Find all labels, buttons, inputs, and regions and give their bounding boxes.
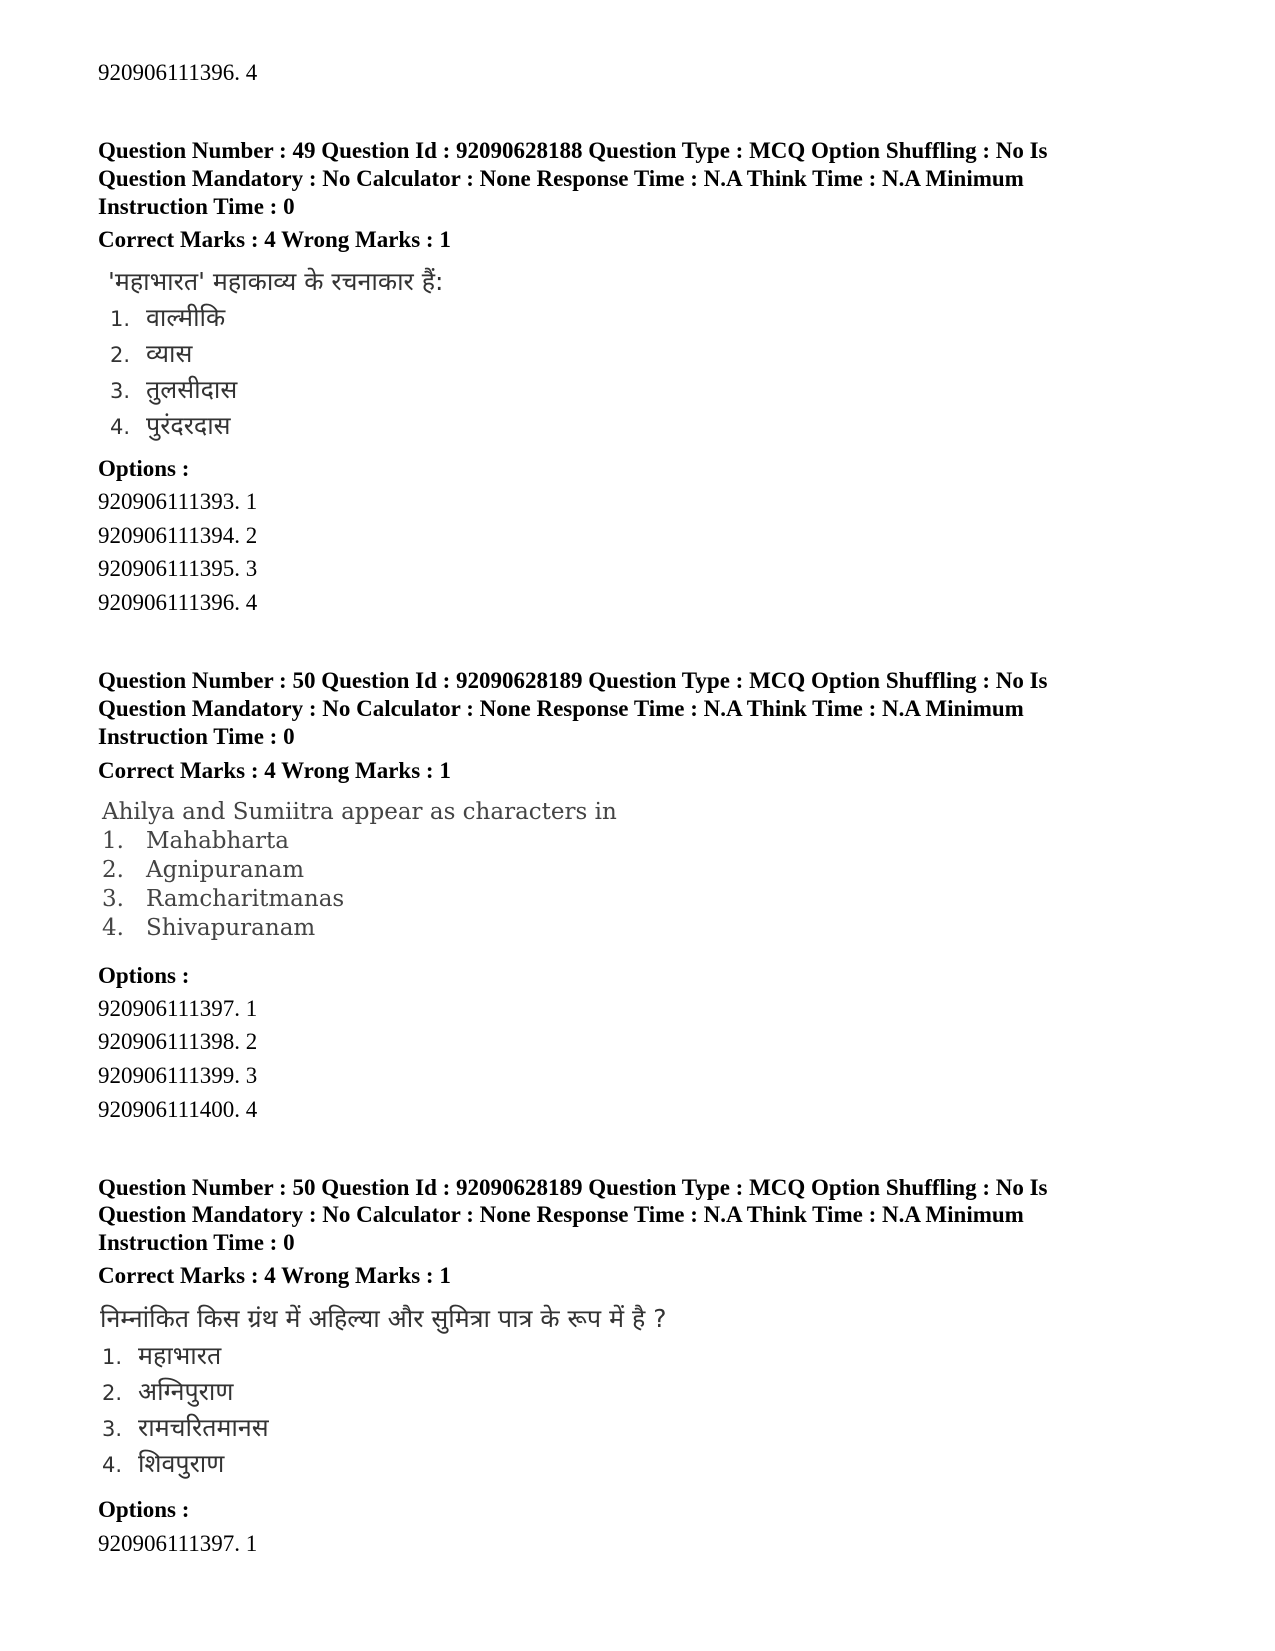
option-line: 920906111393. 1 [98, 489, 258, 514]
choice-number: 2. [102, 857, 124, 883]
marks-line: Correct Marks : 4 Wrong Marks : 1 [98, 758, 451, 783]
choice-text: महाभारत [138, 1341, 222, 1370]
choice-item [102, 1339, 221, 1374]
question-header-line: Question Mandatory : No Calculator : None Response Time : N.A Think Time : N.A Minimum [98, 1202, 1024, 1227]
options-label: Options : [98, 1497, 190, 1522]
choice-item [102, 1375, 233, 1410]
option-line: 920906111394. 2 [98, 523, 258, 548]
choice-text: रामचरितमानस [138, 1413, 269, 1442]
choice-text: Mahabharta [146, 828, 289, 854]
choice-item [102, 913, 315, 943]
question-header-line: Question Mandatory : No Calculator : None Response Time : N.A Think Time : N.A Minimum [98, 696, 1024, 721]
question-text: निम्नांकित किस ग्रंथ में अहिल्या और सुमित्रा पात्र के रूप में है ? [100, 1304, 667, 1333]
choice-text: पुरंदरदास [146, 411, 231, 440]
choice-text: व्यास [146, 339, 193, 368]
choice-item [110, 337, 192, 372]
option-line: 920906111396. 4 [98, 590, 258, 615]
question-header-line: Instruction Time : 0 [98, 1230, 295, 1255]
choice-number: 1. [110, 307, 131, 331]
choice-number: 4. [102, 1453, 123, 1477]
option-line: 920906111396. 4 [98, 60, 258, 85]
marks-line: Correct Marks : 4 Wrong Marks : 1 [98, 1263, 451, 1288]
choice-item [110, 373, 237, 408]
question-header-line: Instruction Time : 0 [98, 194, 295, 219]
choice-number: 1. [102, 1345, 123, 1369]
choice-item [110, 301, 225, 336]
choice-number: 4. [110, 415, 131, 439]
option-line: 920906111397. 1 [98, 1531, 258, 1556]
choice-item [102, 1447, 224, 1482]
question-header-line: Question Mandatory : No Calculator : None Response Time : N.A Think Time : N.A Minimum [98, 166, 1024, 191]
question-header-line: Question Number : 49 Question Id : 92090628188 Question Type : MCQ Option Shuffling : No Is [98, 138, 1048, 163]
choice-number: 4. [102, 915, 124, 941]
choice-item [102, 884, 344, 914]
choice-text: तुलसीदास [146, 375, 238, 404]
choice-item [102, 1411, 269, 1446]
choice-text: Agnipuranam [146, 857, 305, 883]
choice-number: 2. [102, 1381, 123, 1405]
choice-text: Shivapuranam [146, 915, 316, 941]
question-header-line: Instruction Time : 0 [98, 724, 295, 749]
option-line: 920906111395. 3 [98, 556, 258, 581]
choice-number: 3. [110, 379, 131, 403]
choice-item [102, 855, 304, 885]
marks-line: Correct Marks : 4 Wrong Marks : 1 [98, 227, 451, 252]
options-label: Options : [98, 963, 190, 988]
choice-number: 1. [102, 828, 124, 854]
choice-text: वाल्मीकि [146, 303, 226, 332]
choice-item [102, 826, 289, 856]
choice-text: अग्निपुराण [138, 1377, 234, 1406]
choice-number: 3. [102, 886, 124, 912]
choice-item [110, 409, 231, 444]
question-text: 'महाभारत' महाकाव्य के रचनाकार हैं: [108, 267, 444, 296]
option-line: 920906111398. 2 [98, 1029, 258, 1054]
option-line: 920906111399. 3 [98, 1063, 258, 1088]
option-line: 920906111397. 1 [98, 996, 258, 1021]
question-header-line: Question Number : 50 Question Id : 92090628189 Question Type : MCQ Option Shuffling : No Is [98, 668, 1048, 693]
options-label: Options : [98, 456, 190, 481]
question-text: Ahilya and Sumiitra appear as characters in [102, 799, 617, 825]
question-header-line: Question Number : 50 Question Id : 92090628189 Question Type : MCQ Option Shuffling : No Is [98, 1175, 1048, 1200]
choice-number: 3. [102, 1417, 123, 1441]
option-line: 920906111400. 4 [98, 1097, 258, 1122]
choice-text: Ramcharitmanas [146, 886, 345, 912]
choice-number: 2. [110, 343, 131, 367]
choice-text: शिवपुराण [138, 1449, 225, 1478]
